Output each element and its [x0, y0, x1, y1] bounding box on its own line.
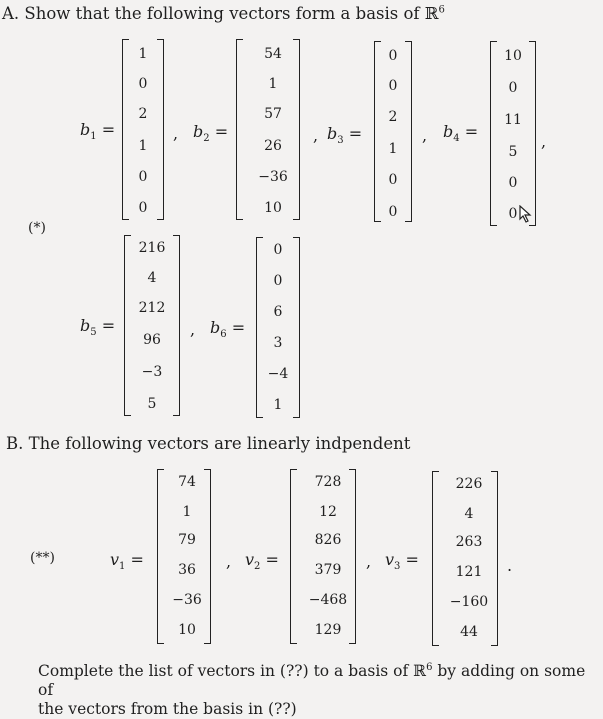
- vector-entry: 226: [455, 476, 483, 492]
- vector-entry: 0: [508, 175, 518, 191]
- separator-comma: ,: [313, 126, 319, 145]
- instruction-text: [38, 658, 598, 719]
- part-a-heading: A. Show that the following vectors form a basis of ℝ$^6$: [2, 4, 445, 23]
- instruction-line-1: Complete the list of vectors in (??) to a basis of ℝ$^6$ by adding on some of: [38, 662, 586, 700]
- separator-comma: ,: [366, 552, 372, 571]
- vector-entry: 36: [178, 562, 196, 578]
- vector-b1: [122, 40, 164, 218]
- vector-b5: [124, 236, 180, 414]
- vector-label-v1: $v_1$ =: [110, 550, 144, 573]
- vector-b3: [374, 42, 412, 220]
- vector-entry: 1: [273, 397, 283, 413]
- separator-comma: ,: [173, 124, 179, 143]
- vector-entry: 263: [455, 534, 483, 550]
- vector-v2: [290, 470, 356, 642]
- vector-entry: −4: [267, 366, 289, 382]
- separator-comma: ,: [422, 126, 428, 145]
- vector-entry: 0: [138, 76, 148, 92]
- vector-entry: 10: [178, 622, 196, 638]
- vector-entry: 0: [508, 80, 518, 96]
- separator-comma: ,: [226, 552, 232, 571]
- vector-entry: 5: [147, 396, 157, 412]
- vector-label-b1: $b_1$ =: [80, 120, 116, 143]
- vector-entry: 11: [504, 112, 522, 128]
- vector-label-v2: $v_2$ =: [245, 550, 279, 573]
- instruction-line-2: the vectors from the basis in (??): [38, 700, 297, 719]
- vector-label-b4: $b_4$ =: [443, 122, 479, 145]
- vector-entry: 79: [178, 532, 196, 548]
- vector-entry: 6: [273, 304, 283, 320]
- separator-period: .: [507, 556, 513, 575]
- equation-tag-a: (*): [28, 220, 46, 236]
- vector-entry: 26: [264, 138, 282, 154]
- vector-entry: 12: [319, 504, 337, 520]
- vector-entry: 1: [138, 46, 148, 62]
- vector-entry: 0: [508, 206, 518, 222]
- separator-comma: ,: [190, 320, 196, 339]
- vector-b4: [490, 42, 536, 224]
- vector-entry: 96: [143, 332, 161, 348]
- vector-entry: 0: [388, 48, 398, 64]
- vector-entry: 1: [268, 76, 278, 92]
- vector-entry: 10: [264, 200, 282, 216]
- vector-entry: 129: [314, 622, 342, 638]
- vector-entry: 379: [314, 562, 342, 578]
- vector-label-b2: $b_2$ =: [193, 122, 229, 145]
- equation-tag-b: (**): [30, 550, 55, 566]
- mouse-cursor-icon: [518, 205, 534, 227]
- vector-entry: −468: [308, 592, 348, 608]
- vector-label-b6: $b_6$ =: [210, 318, 246, 341]
- vector-entry: 3: [273, 335, 283, 351]
- vector-entry: −3: [141, 364, 163, 380]
- vector-entry: −36: [258, 169, 288, 185]
- vector-entry: 57: [264, 106, 282, 122]
- vector-entry: 212: [138, 300, 166, 316]
- vector-label-v3: $v_3$ =: [385, 550, 419, 573]
- vector-entry: 121: [455, 564, 483, 580]
- vector-entry: 4: [464, 506, 474, 522]
- vector-entry: −36: [172, 592, 202, 608]
- vector-entry: 0: [388, 172, 398, 188]
- vector-label-b3: $b_3$ =: [327, 124, 363, 147]
- vector-entry: 0: [138, 169, 148, 185]
- vector-entry: 0: [273, 242, 283, 258]
- vector-entry: 2: [138, 106, 148, 122]
- vector-entry: 0: [388, 204, 398, 220]
- vector-entry: 5: [508, 144, 518, 160]
- vector-entry: 54: [264, 46, 282, 62]
- vector-entry: −160: [449, 594, 489, 610]
- vector-entry: 1: [138, 138, 148, 154]
- vector-label-b5: $b_5$ =: [80, 316, 116, 339]
- vector-v1: [157, 470, 211, 642]
- vector-entry: 4: [147, 270, 157, 286]
- part-b-heading: B. The following vectors are linearly indpendent: [6, 434, 411, 453]
- vector-entry: 74: [178, 474, 196, 490]
- vector-entry: 0: [273, 273, 283, 289]
- vector-entry: 1: [388, 141, 398, 157]
- vector-entry: 0: [138, 200, 148, 216]
- separator-comma: ,: [541, 132, 547, 151]
- vector-entry: 826: [314, 532, 342, 548]
- vector-entry: 10: [504, 48, 522, 64]
- vector-entry: 216: [138, 240, 166, 256]
- vector-entry: 728: [314, 474, 342, 490]
- vector-entry: 2: [388, 109, 398, 125]
- vector-entry: 0: [388, 78, 398, 94]
- vector-entry: 1: [182, 504, 192, 520]
- vector-b6: [256, 238, 300, 416]
- vector-entry: 44: [460, 624, 478, 640]
- vector-b2: [236, 40, 300, 218]
- vector-v3: [432, 472, 498, 644]
